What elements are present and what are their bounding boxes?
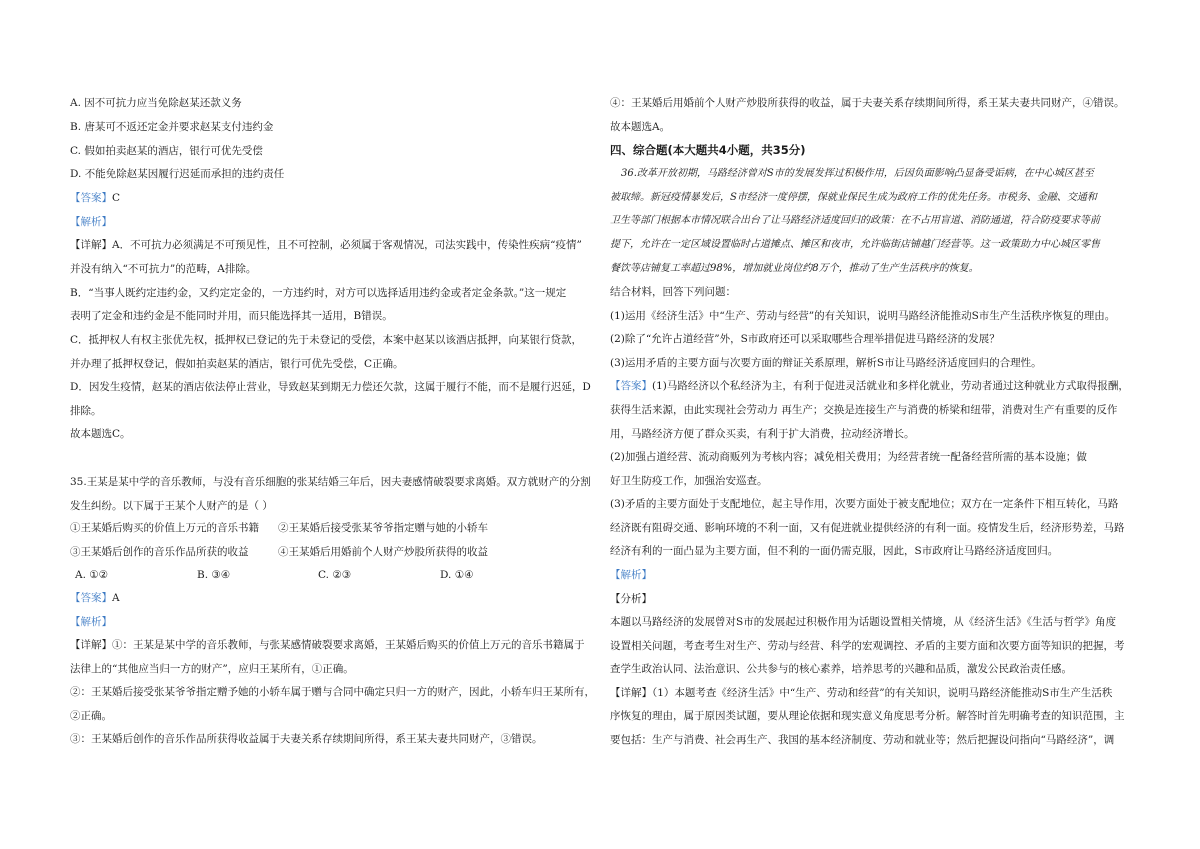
- q36-question-2: (2)除了“允许占道经营”外，S市政府还可以采取哪些合理举措促进马路经济的发展？: [610, 333, 1000, 345]
- q36-analysis-line: 设置相关问题，考查考生对生产、劳动与经营、科学的宏观调控、矛盾的主要方面和次要方面等知识的把握，考: [610, 640, 1125, 652]
- q35-choice-c: C. ②③: [318, 569, 352, 581]
- q36-prompt: 结合材料，回答下列问题：: [610, 286, 736, 298]
- q36-answer-line: [610, 378, 1129, 394]
- q36-answer-text: (2)加强占道经营、流动商贩列为考核内容；减免相关费用；为经营者统一配备经营所需的基本设施；做: [610, 451, 1087, 463]
- q34-explanation-line: 并没有纳入“不可抗力”的范畴，A排除。: [70, 263, 257, 275]
- q35-stem-line: 35.王某是某中学的音乐教师，与没有音乐细胞的张某结婚三年后，因夫妻感情破裂要求离婚。双方就财产的分割: [70, 476, 591, 488]
- q34-answer-tag: 【答案】: [70, 192, 112, 204]
- q36-question-3: (3)运用矛盾的主要方面与次要方面的辩证关系原理，解析S市让马路经济适度回归的合理性。: [610, 357, 1042, 369]
- q36-answer-text: (3)矛盾的主要方面处于支配地位，起主导作用，次要方面处于被支配地位；双方在一定条件下相互转化，马路: [610, 498, 1119, 510]
- left-column: [70, 0, 598, 849]
- q35-conclusion: 故本题选A。: [610, 121, 671, 133]
- q35-statement-2: ②王某婚后接受张某爷爷指定赠与她的小轿车: [278, 522, 488, 534]
- q35-detail-tag: 【详解】: [70, 639, 112, 651]
- q36-answer-text: 好卫生防疫工作，加强治安巡查。: [610, 475, 768, 487]
- q36-material-line: 36.改革开放初期，马路经济曾对S市的发展发挥过积极作用，后因负面影响凸显备受诟病，在中心城区甚至: [621, 168, 1094, 179]
- q34-answer-value: C: [112, 192, 121, 204]
- q36-answer-tag: 【答案】: [610, 380, 652, 392]
- q35-explanation-line: 法律上的“其他应当归一方的财产”，应归王某所有，①正确。: [70, 663, 354, 675]
- q34-explanation-line: 表明了定金和违约金是不能同时并用，而只能选择其一适用，B错误。: [70, 310, 393, 322]
- q34-explanation-line: C．抵押权人有权主张优先权，抵押权已登记的先于未登记的受偿，本案中赵某以该酒店抵押，向某银行贷款，: [70, 334, 583, 346]
- q34-explanation-line: 并办理了抵押权登记，假如拍卖赵某的酒店，银行可优先受偿，C正确。: [70, 358, 404, 370]
- q35-choice-b: B. ③④: [197, 569, 231, 581]
- q36-detail-text: 序恢复的理由，属于原因类试题，要从理论依据和现实意义角度思考分析。解答时首先明确考查的知识范围，主: [610, 710, 1125, 722]
- q36-answer-text: (1)马路经济以个私经济为主，有利于促进灵活就业和多样化就业，劳动者通过这种就业方式取得报酬，: [652, 380, 1129, 392]
- q34-explanation-line: D．因发生疫情，赵某的酒店依法停止营业，导致赵某到期无力偿还欠款，这属于履行不能，而不是履行迟延，D: [70, 381, 591, 393]
- q36-detail-text: 要包括：生产与消费、社会再生产、我国的基本经济制度、劳动和就业等；然后把握设问指向“马路经济”，调: [610, 734, 1115, 746]
- q34-answer: [70, 190, 120, 206]
- q34-explanation-line: B．“当事人既约定违约金，又约定定金的，一方违约时，对方可以选择适用违约金或者定金条款。”这一规定: [70, 287, 567, 299]
- q34-explanation-line: A．不可抗力必须满足不可预见性，且不可控制，必须属于客观情况，司法实践中，传染性疾病“疫情”: [112, 239, 582, 251]
- q36-material-line: 卫生等部门根据本市情况联合出台了让马路经济适度回归的政策：在不占用盲道、消防通道，符合防疫要求等前: [610, 215, 1100, 226]
- q36-answer-text: 经济既有阻碍交通、影响环境的不利一面，又有促进就业提供经济的有利一面。疫情发生后，经济形势差，马路: [610, 522, 1125, 534]
- q35-answer-value: A: [112, 592, 120, 604]
- q34-conclusion: 故本题选C。: [70, 428, 131, 440]
- q34-detail-tag: 【详解】: [70, 239, 112, 251]
- q35-choice-d: D. ①④: [440, 569, 474, 581]
- q34-detail-line: [70, 237, 582, 253]
- q34-explanation-line: 排除。: [70, 405, 102, 417]
- q34-analysis-tag: 【解析】: [70, 216, 112, 228]
- q35-choice-a: A. ①②: [75, 569, 109, 581]
- q36-answer-text: 获得生活来源，由此实现社会劳动力 再生产；交换是连接生产与消费的桥梁和纽带，消费对生产有重要的反作: [610, 404, 1118, 416]
- q35-detail-line: [70, 637, 585, 653]
- q34-option-b: B. 唐某可不返还定金并要求赵某支付违约金: [70, 121, 274, 133]
- q34-option-a: A. 因不可抗力应当免除赵某还款义务: [70, 97, 242, 109]
- q34-option-d: D. 不能免除赵某因履行迟延而承担的违约责任: [70, 168, 285, 180]
- q35-explanation-line: ①：王某是某中学的音乐教师，与张某感情破裂要求离婚，王某婚后购买的价值上万元的音乐书籍属于: [112, 639, 585, 651]
- q36-detail-text: （1）本题考查《经济生活》中“生产、劳动和经营”的有关知识，说明马路经济能推动S市生产生活秩: [652, 687, 1113, 699]
- q35-explanation-line: ②正确。: [70, 710, 112, 722]
- q35-statement-3: ③王某婚后创作的音乐作品所获的收益: [70, 546, 249, 558]
- q36-answer-text: 用，马路经济方便了群众买卖，有利于扩大消费，拉动经济增长。: [610, 428, 915, 440]
- q36-analysis-line: 本题以马路经济的发展曾对S市的发展起过积极作用为话题设置相关情境，从《经济生活》《生活与哲学》角度: [610, 616, 1116, 628]
- q36-analysis-label: 【分析】: [610, 593, 652, 605]
- q35-explanation-line: ③：王某婚后创作的音乐作品所获得收益属于夫妻关系存续期间所得，系王某夫妻共同财产，③错误。: [70, 733, 543, 745]
- q36-detail-line: [610, 685, 1112, 701]
- q36-material-line: 餐饮等店铺复工率超过98%，增加就业岗位约8万个，推动了生产生活秩序的恢复。: [610, 263, 979, 274]
- q35-answer: [70, 590, 120, 606]
- right-column: [610, 0, 1136, 849]
- q36-analysis-line: 查学生政治认同、法治意识、公共参与的核心素养，培养思考的兴趣和品质，激发公民政治责任感。: [610, 663, 1072, 675]
- q35-explanation-line: ②：王某婚后接受张某爷爷指定赠予她的小轿车属于赠与合同中确定只归一方的财产，因此，小轿车归王某所有，: [70, 686, 595, 698]
- q35-statement-4: ④王某婚后用婚前个人财产炒股所获得的收益: [278, 546, 488, 558]
- q35-analysis-tag: 【解析】: [70, 616, 112, 628]
- q35-statement-1: ①王某婚后购买的价值上万元的音乐书籍: [70, 522, 259, 534]
- q36-detail-tag: 【详解】: [610, 687, 652, 699]
- q34-option-c: C. 假如拍卖赵某的酒店，银行可优先受偿: [70, 145, 263, 157]
- q35-stem-line: 发生纠纷。以下属于王某个人财产的是（ ）: [70, 500, 273, 512]
- q36-analysis-tag: 【解析】: [610, 569, 652, 581]
- q36-material-line: 被取缔。新冠疫情暴发后，S市经济一度停摆，保就业保民生成为政府工作的优先任务。市税务、金融、交通和: [610, 192, 1097, 203]
- q36-answer-text: 经济有利的一面凸显为主要方面，但不利的一面仍需克服，因此，S市政府让马路经济适度回归。: [610, 545, 1059, 557]
- section-title: 四、综合题(本大题共4小题，共35分): [610, 143, 806, 157]
- q36-question-1: (1)运用《经济生活》中“生产、劳动与经营”的有关知识，说明马路经济能推动S市生产生活秩序恢复的理由。: [610, 310, 1116, 322]
- q35-answer-tag: 【答案】: [70, 592, 112, 604]
- q36-material-line: 提下，允许在一定区域设置临时占道摊点、摊区和夜市，允许临街店铺越门经营等。这一政策助力中心城区零售: [610, 239, 1100, 250]
- q35-continued-line: ④：王某婚后用婚前个人财产炒股所获得的收益，属于夫妻关系存续期间所得，系王某夫妻共同财产，④错误。: [610, 97, 1125, 109]
